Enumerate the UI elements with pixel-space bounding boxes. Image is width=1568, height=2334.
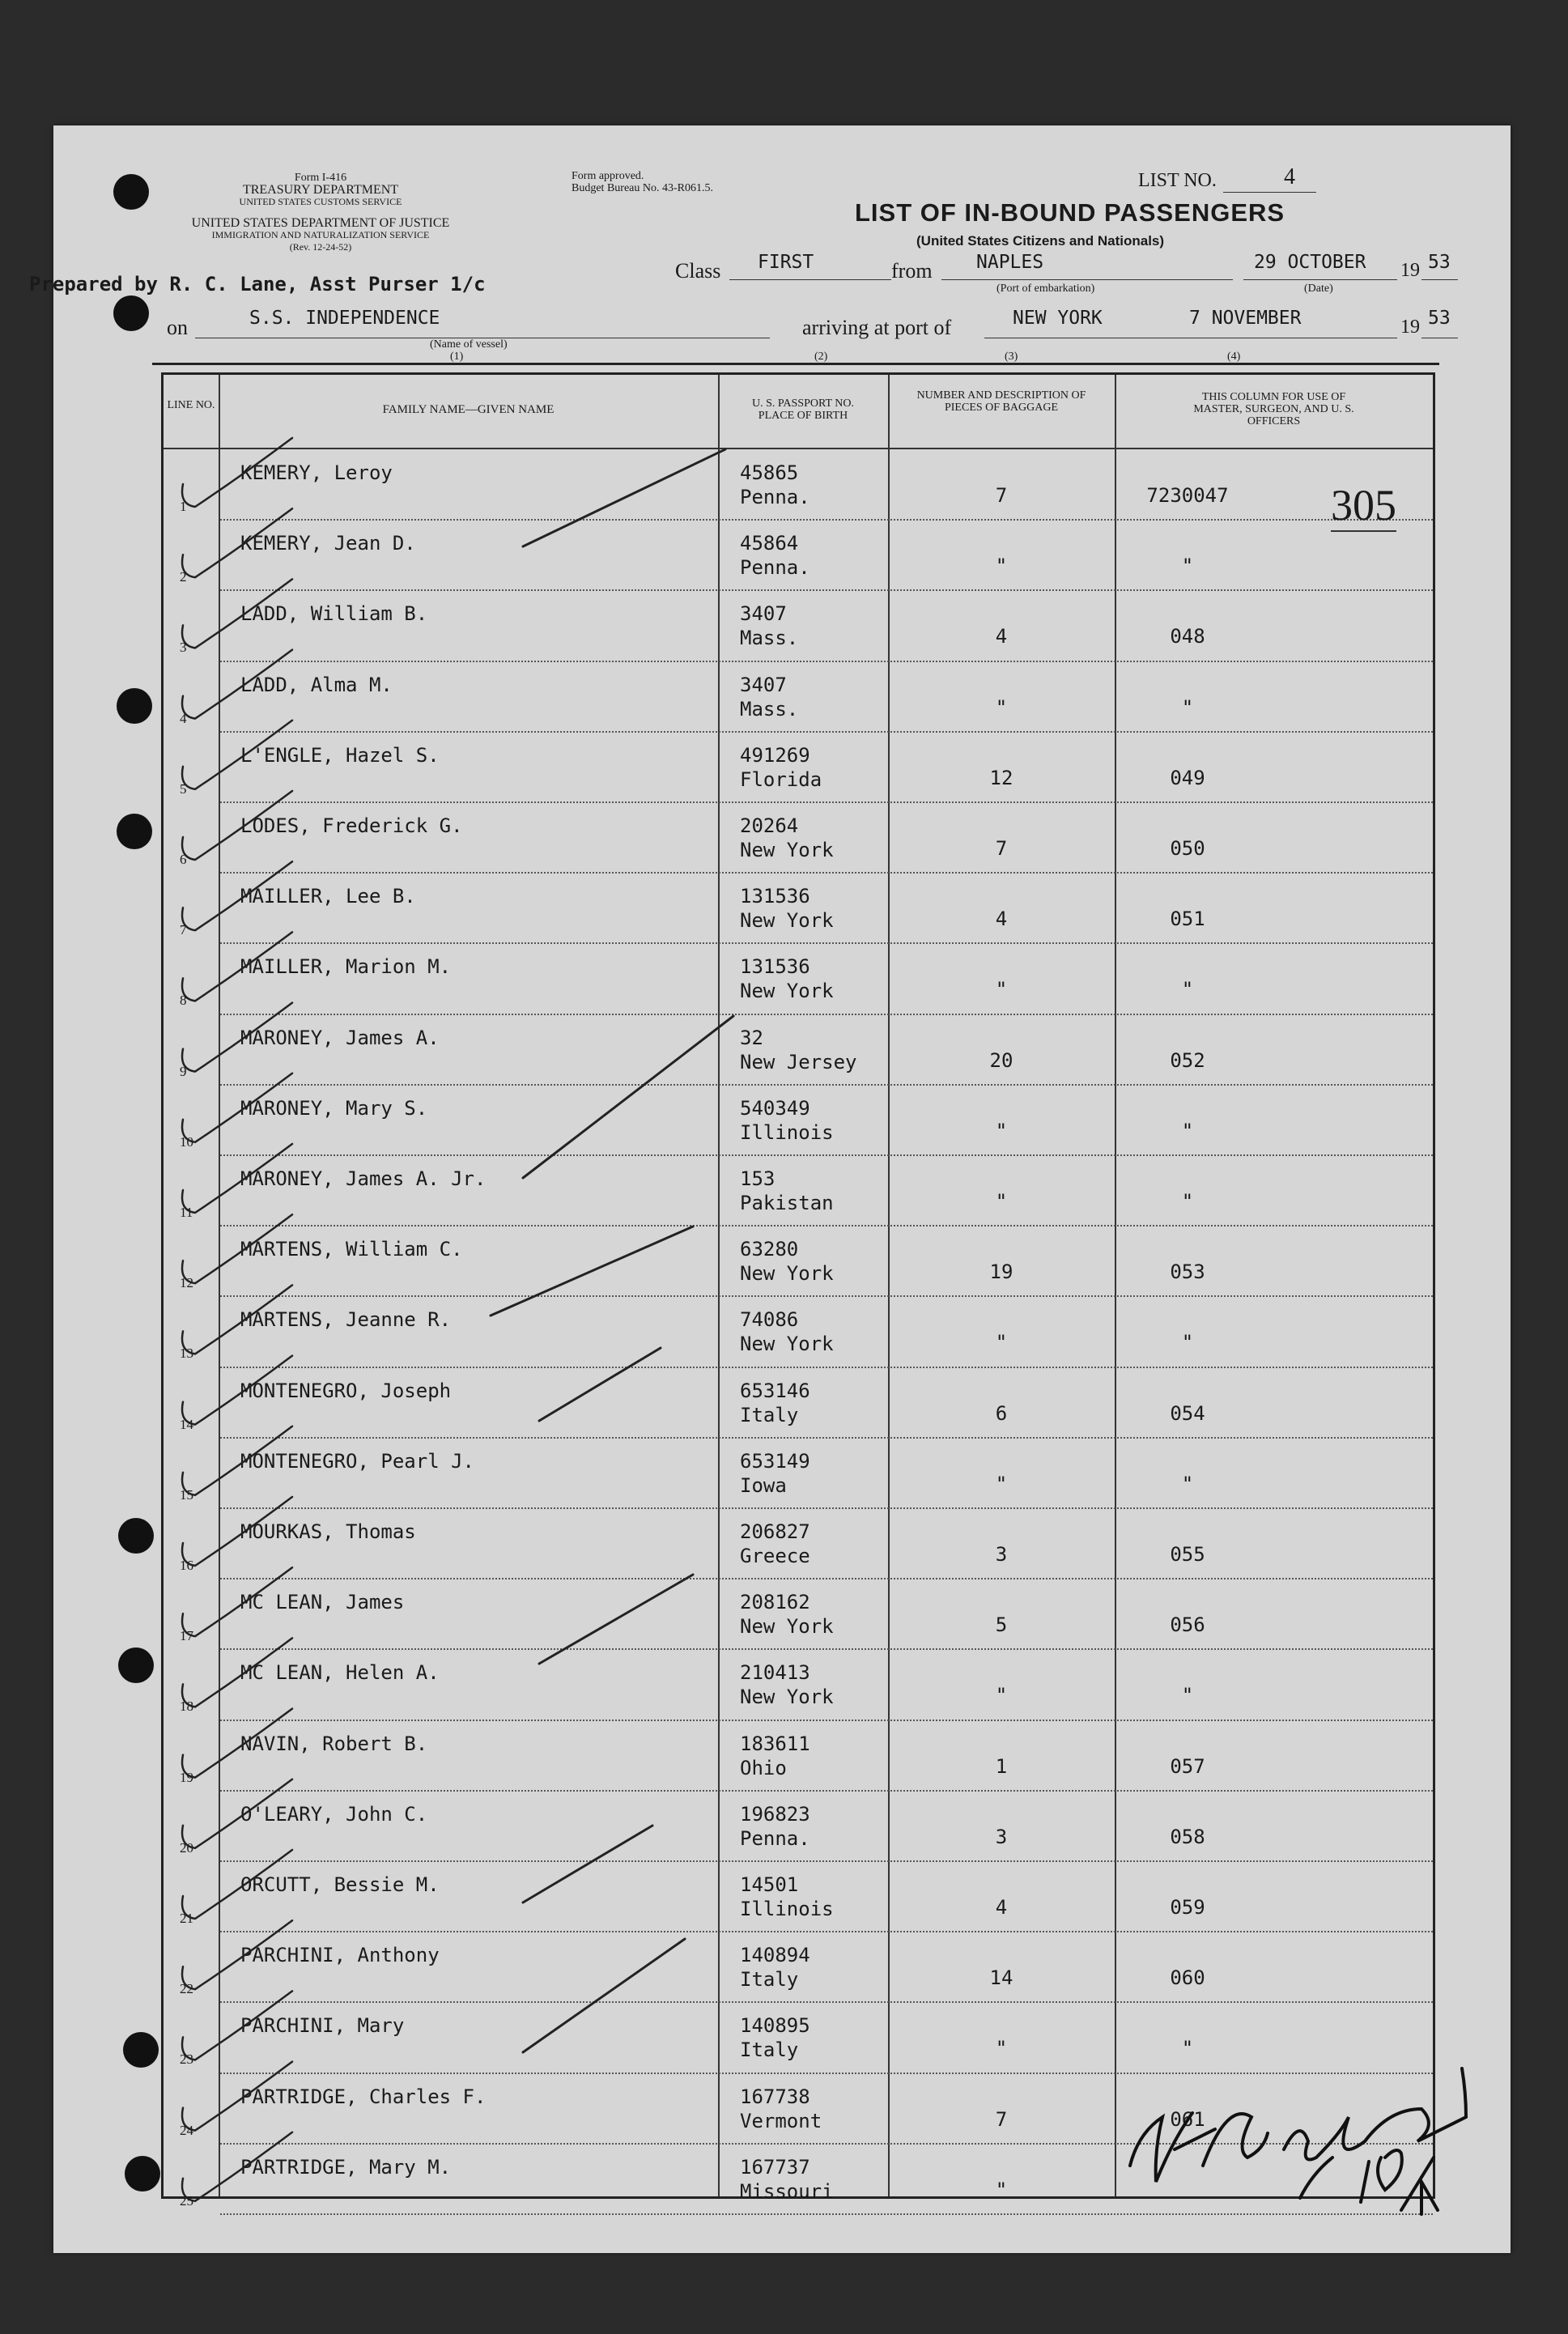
table-row <box>164 1015 1433 1086</box>
form-approval <box>572 170 713 194</box>
officer-entry: " <box>1181 1684 1194 1707</box>
passenger-name: O'LEARY, John C. <box>240 1802 428 1826</box>
col-number-1: (1) <box>450 351 464 363</box>
passport-number: 3407 <box>740 673 787 696</box>
passport-number: 32 <box>740 1026 763 1049</box>
justice-department: UNITED STATES DEPARTMENT OF JUSTICE <box>191 216 450 230</box>
arriving-label: arriving at port of <box>802 316 952 339</box>
budget-bureau: Budget Bureau No. 43-R061.5. <box>572 182 713 194</box>
baggage-count: " <box>995 1684 1008 1707</box>
form-approved: Form approved. <box>572 170 644 182</box>
line-number: 17 <box>180 1628 193 1644</box>
line-number: 5 <box>180 780 187 797</box>
table-row <box>164 944 1433 1014</box>
agency-block-2 <box>167 217 474 253</box>
passport-number: 74086 <box>740 1308 799 1332</box>
place-of-birth: Italy <box>740 2039 799 2062</box>
baggage-count: " <box>995 2178 1008 2201</box>
line-number: 4 <box>180 710 187 726</box>
immigration-service: IMMIGRATION AND NATURALIZATION SERVICE <box>211 229 430 240</box>
treasury-department: TREASURY DEPARTMENT <box>242 183 399 197</box>
binder-hole <box>123 2032 159 2068</box>
passport-number: 63280 <box>740 1238 799 1261</box>
line-number: 16 <box>180 1558 193 1573</box>
passenger-name: MAILLER, Marion M. <box>240 955 452 979</box>
place-of-birth: Ohio <box>740 1756 787 1779</box>
binder-hole <box>117 688 152 724</box>
year-from: 53 <box>1428 252 1451 273</box>
table-row <box>164 2003 1433 2073</box>
officer-entry: " <box>1181 978 1194 1001</box>
officer-entry: 056 <box>1170 1613 1205 1637</box>
on-label: on <box>167 316 188 339</box>
passport-number: 653149 <box>740 1449 810 1473</box>
place-of-birth: Pakistan <box>740 1192 834 1214</box>
passport-number: 653146 <box>740 1379 810 1402</box>
place-of-birth: Iowa <box>740 1473 787 1497</box>
revision-date: (Rev. 12-24-52) <box>289 241 352 253</box>
date-from: 29 OCTOBER <box>1254 252 1366 273</box>
passenger-table <box>161 372 1435 2209</box>
passport-number: 131536 <box>740 885 810 908</box>
table-row <box>164 1297 1433 1367</box>
baggage-count: " <box>995 1331 1008 1354</box>
line-number: 10 <box>180 1133 193 1150</box>
officer-entry: 051 <box>1170 908 1205 931</box>
passenger-name: PARCHINI, Mary <box>240 2014 405 2038</box>
line-number: 7 <box>180 922 187 938</box>
year-prefix-1: 19 <box>1400 260 1420 281</box>
baggage-count: 5 <box>995 1613 1008 1637</box>
passport-number: 3407 <box>740 602 787 626</box>
passport-number: 14501 <box>740 1873 799 1896</box>
passport-number: 208162 <box>740 1591 810 1614</box>
passenger-name: KEMERY, Jean D. <box>240 532 416 555</box>
officer-entry: " <box>1181 1190 1194 1213</box>
officer-entry: 061 <box>1170 2107 1205 2131</box>
passport-number: 140894 <box>740 1944 810 1967</box>
baggage-count: 7 <box>995 2107 1008 2131</box>
header-passport: U. S. PASSPORT NO. PLACE OF BIRTH <box>752 398 854 422</box>
place-of-birth: Penna. <box>740 1826 810 1850</box>
passenger-name: MARONEY, James A. <box>240 1026 440 1049</box>
table-row <box>164 1368 1433 1439</box>
passenger-name: PARTRIDGE, Charles F. <box>240 2085 487 2108</box>
agency-block-1 <box>219 172 422 208</box>
binder-hole <box>118 1647 154 1683</box>
place-of-birth: Greece <box>740 1545 810 1567</box>
officer-entry: 053 <box>1170 1261 1205 1284</box>
table-row <box>164 1721 1433 1792</box>
header-family-name: FAMILY NAME—GIVEN NAME <box>382 403 555 416</box>
baggage-count: 3 <box>995 1825 1008 1848</box>
place-of-birth: Illinois <box>740 1898 834 1920</box>
table-row <box>164 1439 1433 1509</box>
place-of-birth: Missouri <box>740 2179 834 2203</box>
officer-entry: " <box>1181 1472 1194 1495</box>
passport-number: 167738 <box>740 2085 810 2108</box>
line-number: 25 <box>180 2192 193 2209</box>
table-row <box>164 1086 1433 1156</box>
place-of-birth: Mass. <box>740 627 799 650</box>
officer-entry: " <box>1181 1119 1194 1142</box>
table-row <box>164 874 1433 944</box>
line-number: 22 <box>180 1981 193 1997</box>
baggage-count: 3 <box>995 1543 1008 1566</box>
header-baggage: NUMBER AND DESCRIPTION OF PIECES OF BAGGAGE <box>916 389 1086 414</box>
place-of-birth: Italy <box>740 1403 799 1426</box>
baggage-count: 14 <box>989 1966 1013 1990</box>
binder-hole <box>117 814 152 849</box>
officer-entry: 060 <box>1170 1966 1205 1990</box>
passport-number: 491269 <box>740 743 810 767</box>
passenger-name: MARTENS, Jeanne R. <box>240 1308 452 1332</box>
officer-entry: " <box>1181 2037 1194 2060</box>
table-row <box>164 1509 1433 1579</box>
passport-number: 540349 <box>740 1096 810 1120</box>
line-number: 18 <box>180 1698 193 1715</box>
passport-number: 140895 <box>740 2014 810 2038</box>
passenger-name: MC LEAN, Helen A. <box>240 1661 440 1685</box>
date-arrival: 7 NOVEMBER <box>1189 308 1302 329</box>
page-title: LIST OF IN-BOUND PASSENGERS <box>855 198 1285 227</box>
line-number: 13 <box>180 1346 193 1362</box>
place-of-birth: New York <box>740 1615 834 1639</box>
officer-entry: 7230047 <box>1146 484 1229 507</box>
passport-number: 131536 <box>740 955 810 979</box>
table-row <box>164 1156 1433 1227</box>
officer-entry: 055 <box>1170 1543 1205 1566</box>
passenger-name: LODES, Frederick G. <box>240 814 463 837</box>
line-number: 9 <box>180 1063 187 1079</box>
table-row <box>164 1650 1433 1720</box>
binder-hole <box>125 2156 160 2192</box>
passport-number: 20264 <box>740 814 799 837</box>
baggage-count: 20 <box>989 1048 1013 1072</box>
from-label: from <box>891 259 933 283</box>
col-number-3: (3) <box>1005 351 1018 363</box>
passport-number: 45865 <box>740 461 799 484</box>
prepared-by: Prepared by R. C. Lane, Asst Purser 1/c <box>29 273 486 295</box>
passenger-name: PARTRIDGE, Mary M. <box>240 2155 452 2179</box>
year-prefix-2: 19 <box>1400 317 1420 338</box>
passport-number: 153 <box>740 1167 776 1190</box>
passenger-name: MONTENEGRO, Joseph <box>240 1379 452 1402</box>
passenger-name: KEMERY, Leroy <box>240 461 393 484</box>
officer-entry: 054 <box>1170 1401 1205 1425</box>
baggage-count: 4 <box>995 625 1008 648</box>
place-of-birth: Italy <box>740 1968 799 1992</box>
passenger-name: MAILLER, Lee B. <box>240 885 416 908</box>
passenger-name: MARTENS, William C. <box>240 1238 463 1261</box>
baggage-count: " <box>995 695 1008 719</box>
baggage-count: 4 <box>995 908 1008 931</box>
line-number: 2 <box>180 569 187 585</box>
table-row <box>164 662 1433 733</box>
passenger-name: MARONEY, Mary S. <box>240 1096 428 1120</box>
passenger-name: NAVIN, Robert B. <box>240 1732 428 1755</box>
table-row <box>164 521 1433 591</box>
place-of-birth: New York <box>740 1686 834 1709</box>
place-of-birth: New York <box>740 980 834 1003</box>
passenger-name: MC LEAN, James <box>240 1591 405 1614</box>
port-embark-caption: (Port of embarkation) <box>996 283 1095 295</box>
baggage-count: 19 <box>989 1261 1013 1284</box>
baggage-count: 1 <box>995 1754 1008 1778</box>
officer-entry: 050 <box>1170 837 1205 860</box>
place-of-birth: New York <box>740 839 834 861</box>
place-of-birth: Illinois <box>740 1120 834 1144</box>
line-number: 6 <box>180 852 187 867</box>
officer-entry: 059 <box>1170 1896 1205 1919</box>
place-of-birth: Mass. <box>740 697 799 721</box>
stamp-number: 305 <box>1331 480 1396 532</box>
line-number: 19 <box>180 1769 193 1785</box>
place-of-birth: Penna. <box>740 486 810 508</box>
form-number: Form I-416 <box>294 172 347 184</box>
line-number: 21 <box>180 1911 193 1926</box>
passport-number: 210413 <box>740 1661 810 1685</box>
port-of-embarkation: NAPLES <box>976 252 1044 273</box>
page-subtitle: (United States Citizens and Nationals) <box>916 233 1165 249</box>
passenger-name: MONTENEGRO, Pearl J. <box>240 1449 474 1473</box>
passport-number: 45864 <box>740 532 799 555</box>
table-row <box>164 1227 1433 1297</box>
officer-entry: " <box>1181 555 1194 578</box>
table-row <box>164 1932 1433 2003</box>
manifest-page <box>29 125 1511 2253</box>
officer-entry: 052 <box>1170 1048 1205 1072</box>
passenger-name: L'ENGLE, Hazel S. <box>240 743 440 767</box>
line-number: 14 <box>180 1416 193 1432</box>
line-number: 3 <box>180 640 187 656</box>
class-label: Class <box>675 259 721 283</box>
passport-number: 196823 <box>740 1802 810 1826</box>
table-row <box>164 2074 1433 2145</box>
officer-entry: " <box>1181 1331 1194 1354</box>
passenger-name: MARONEY, James A. Jr. <box>240 1167 487 1190</box>
baggage-count: 4 <box>995 1896 1008 1919</box>
table-row <box>164 2145 1433 2215</box>
vessel-name: S.S. INDEPENDENCE <box>249 308 440 329</box>
list-no-label: LIST NO. <box>1138 170 1217 191</box>
binder-hole <box>118 1518 154 1554</box>
table-row <box>164 1579 1433 1650</box>
passenger-name: MOURKAS, Thomas <box>240 1520 416 1543</box>
table-row <box>164 733 1433 803</box>
table-row <box>164 803 1433 874</box>
place-of-birth: New York <box>740 1333 834 1356</box>
class-value: FIRST <box>758 252 814 273</box>
officer-entry: 057 <box>1170 1754 1205 1778</box>
header-officers: THIS COLUMN FOR USE OF MASTER, SURGEON, AND U. S. OFFICERS <box>1193 391 1354 427</box>
year-arrival: 53 <box>1428 308 1451 329</box>
port-of-arrival: NEW YORK <box>1013 308 1103 329</box>
passenger-name: LADD, Alma M. <box>240 673 393 696</box>
baggage-count: " <box>995 2037 1008 2060</box>
binder-hole <box>113 174 149 210</box>
table-row <box>164 1862 1433 1932</box>
officer-entry: 049 <box>1170 766 1205 789</box>
passenger-name: LADD, William B. <box>240 602 428 626</box>
table-row <box>164 591 1433 661</box>
baggage-count: " <box>995 1119 1008 1142</box>
baggage-count: " <box>995 1190 1008 1213</box>
baggage-count: " <box>995 1472 1008 1495</box>
line-number: 12 <box>180 1275 193 1291</box>
passport-number: 206827 <box>740 1520 810 1543</box>
line-number: 23 <box>180 2051 193 2068</box>
line-number: 15 <box>180 1486 193 1503</box>
officer-entry: 058 <box>1170 1825 1205 1848</box>
place-of-birth: Florida <box>740 767 822 791</box>
passenger-name: ORCUTT, Bessie M. <box>240 1873 440 1896</box>
baggage-count: 7 <box>995 484 1008 507</box>
place-of-birth: Penna. <box>740 556 810 580</box>
place-of-birth: New Jersey <box>740 1050 857 1073</box>
header-line-no: LINE NO. <box>167 399 215 411</box>
list-no-value: 4 <box>1284 164 1295 189</box>
baggage-count: 12 <box>989 766 1013 789</box>
officer-entry: " <box>1181 695 1194 719</box>
baggage-count: " <box>995 978 1008 1001</box>
baggage-count: 7 <box>995 837 1008 860</box>
col-number-2: (2) <box>814 351 828 363</box>
passport-number: 167737 <box>740 2155 810 2179</box>
date-caption: (Date) <box>1304 283 1333 295</box>
table-row <box>164 1792 1433 1862</box>
place-of-birth: New York <box>740 909 834 933</box>
vessel-caption: (Name of vessel) <box>430 338 508 351</box>
line-number: 20 <box>180 1839 193 1856</box>
baggage-count: " <box>995 555 1008 578</box>
place-of-birth: Vermont <box>740 2109 822 2132</box>
binder-hole <box>113 295 149 331</box>
passenger-name: PARCHINI, Anthony <box>240 1944 440 1967</box>
line-number: 11 <box>180 1205 193 1220</box>
customs-service: UNITED STATES CUSTOMS SERVICE <box>239 196 402 207</box>
baggage-count: 6 <box>995 1401 1008 1425</box>
line-number: 24 <box>180 2122 193 2138</box>
table-row <box>164 450 1433 521</box>
col-number-4: (4) <box>1227 351 1241 363</box>
line-number: 1 <box>180 499 187 514</box>
officer-entry: 048 <box>1170 625 1205 648</box>
passport-number: 183611 <box>740 1732 810 1755</box>
place-of-birth: New York <box>740 1262 834 1286</box>
line-number: 8 <box>180 993 187 1009</box>
